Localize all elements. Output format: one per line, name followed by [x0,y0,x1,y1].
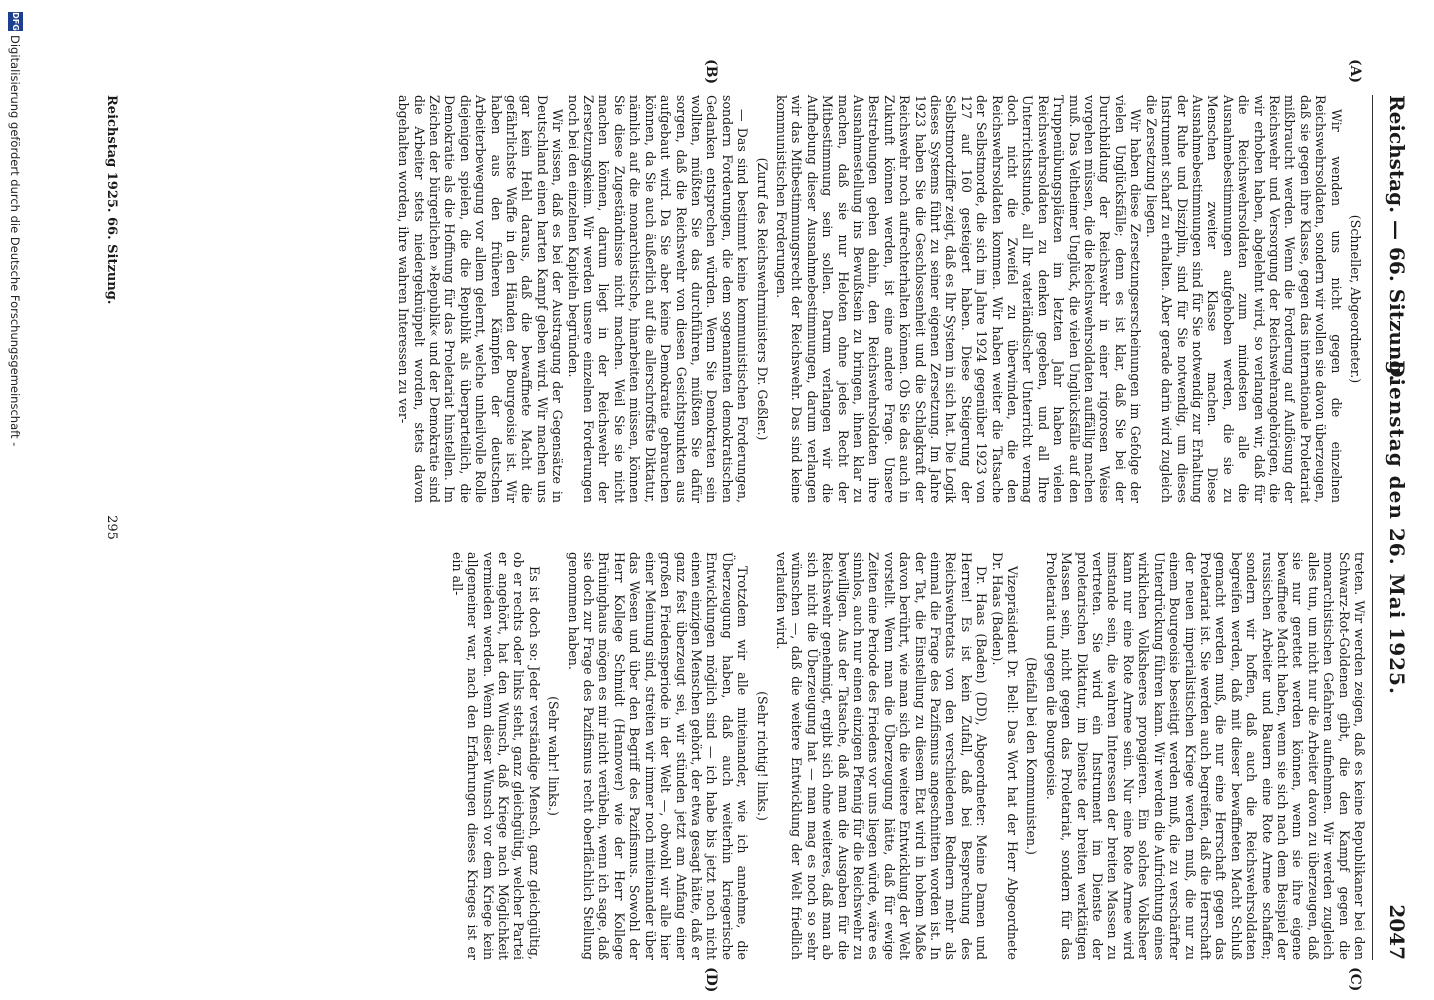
paragraph: — Das sind bestimmt keine kommunistischen Forderungen, sondern Forderungen, die dem sogenannten demokratischen Gedanken entsprechen würden. Wenn Sie Demokraten sein wollten, müßten Sie das durchführen, müßten Sie dafür sorgen, daß die Reichswehr von diesen Gesichtspunkten aus aufgebaut wird. Da Sie aber keine Demokratie gebrauchen können, da Sie auch äußerlich auf die allerschroffste Diktatur, nämlich auf die monarchistische, hinarbeiten müssen, können Sie diese Zugeständnisse nicht machen. Weil Sie sie nicht machen können, darum liegt in der Reichswehr der Zersetzungskeim. Wir werden unsere einzelnen Forderungen noch bei den einzelnen Kapiteln begründen. [565,95,751,503]
margin-marker-b: (B) [703,59,719,85]
paragraph: Wir wissen, daß es bei der Austragung der Gegensätze in Deutschland einen harten Kampf geben wird. Wir machen uns gar kein Hehl daraus, daß die bewaffnete Macht die gefährlichste Waffe in den Händen der Bourgeoisie ist. Wir haben aus den früheren Kämpfen der deutschen Arbeiterbewegung vor allem gelernt, welche unheilvolle Rolle diejenigen spielen, die die Republik als überparteilich, die Demokratie als die Hoffnung für das Proletariat hinstellen. Im Zeichen der bürgerlichen »Republik« und der Demokratie sind die Arbeiter stets niedergeknüppelt worden, stets davon abgehalten worden, ihre wahren Interessen zu ver- [396,95,566,503]
paragraph: treten. Wir werden zeigen, daß es keine Republikaner bei den Schwarz-Rot-Goldenen gibt, die den Kampf gegen die monarchistischen Gefahren aufnehmen. Wir werden zugleich alles tun, um nicht nur die Arbeiter davon zu überzeugen, daß sie nur gerettet werden können, wenn sie ihre eigene bewaffnete Macht haben, wenn sie sich nach dem Beispiel der russischen Arbeiter und Bauern eine Rote Armee schaffen; sondern wir hoffen, daß auch die Reichswehrsoldaten begreifen werden, daß mit dieser bewaffneten Macht Schluß gemacht werden muß, die nur eine Herrschaft gegen das Proletariat ist. Sie werden auch begreifen, daß die Herrschaft der neuen imperialistischen Kriege werden muß, die nur zu einem Bourgeoisie beseitigt werden muß, die zu verschärfter Unterdrückung führen kann. Wir werden die Aufrichtung eines wirklichen Volksheeres propagieren. Ein solches Volksheer kann nur eine Rote Armee sein. Nur eine Rote Armee wird imstande sein, die wahren Interessen der breiten Massen zu vertreten. Sie wird ein Instrument im Dienste der proletarischen Diktatur, im Dienste der breiten werktätigen Massen sein, nicht gegen das Proletariat, sondern für das Proletariat und gegen die Bourgeoisie. [1043,552,1367,960]
dfg-logo-icon: DFG [8,12,23,31]
interjection: (Zuruf des Reichswehrministers Dr. Geßler.) [754,157,770,441]
interjection: (Sehr wahr! links.) [546,696,562,816]
paragraph: Dr. Haas (Baden) (DD), Abgeordneter: Meine Damen und Herren! Es ist kein Zufall, daß bei Besprechung des Reichswehretats von den verschiedenen Rednern mehr als einmal die Frage des Pazifismus angeschnitten worden ist. In der Tat, die Einstellung zu diesem Etat wird in hohem Maße davon berührt, wie man sich die weitere Entwicklung der Welt vorstellt. Wenn man die Überzeugung hätte, daß für ewige Zeiten eine Periode des Friedens vor uns liegen würde, wäre es sinnlos, auch nur einen einzigen Pfennig für die Reichswehr zu bewilligen. Aus der Tatsache, daß man die Ausgaben für die Reichswehr genehmigt, ergibt sich ohne weiteres, daß man ab sich nicht die Überzeugung hat — man mag es noch so sehr wünschen —, daß die weitere Entwicklung der Welt friedlich verlaufen wird. [773,552,990,960]
footer-session: Reichstag 1925. 66. Sitzung. [104,95,119,305]
digitization-credit: Digitalisierung gefördert durch die Deutsche Forschungsgemeinschaft - [8,35,22,447]
interjection: (Beifall bei den Kommunisten.) [1024,657,1040,855]
paragraph: Wir wenden uns nicht gegen die einzelnen Reichswehrsoldaten, sondern wir wollen sie davon überzeugen, daß sie gegen ihre Klasse, gegen das internationale Proletariat mißbraucht werden. Wenn die Forderung auf Auflösung der Reichswehr und Versorgung der Reichswehrangehörigen, die wir erhoben haben, abgelehnt wird, so verlangen wir, daß für die Reichswehrsoldaten zum mindesten alle die Ausnahmebestimmungen aufgehoben werden, die sie zu Menschen zweiter Klasse machen. Diese Ausnahmebestimmungen sind für Sie notwendig zur Erhaltung der Ruhe und Disziplin, sind für Sie notwendig, um dieses Instrument scharf zu erhalten. Aber gerade darin wird zugleich die Zersetzung liegen. [1143,95,1344,503]
document-page [99,59,1419,993]
paragraph: Trotzdem wir alle miteinander, wie ich annehme, die Überzeugung haben, daß auch weiterhin kriegerische Entwicklungen möglich sind — ich habe bis jetzt noch nicht einen einzigen Menschen gehört, der etwa gesagt hätte, daß er ganz fest überzeugt sei, wir stünden jetzt am Anfang einer großen Friedensperiode in der Welt —, obwohl wir alle hier einer Meinung sind, streiten wir immer noch miteinander über das Wesen und über den Begriff des Pazifismus. Sowohl der Herr Kollege Schmidt (Hannover) wie der Herr Kollege Brüninghaus mögen es mir nicht verübeln, wenn ich sage, daß sie doch zur Frage des Pazifismus recht oberflächlich Stellung genommen haben. [565,552,751,960]
page-header [1372,95,1419,960]
header-session: Reichstag. — 66. Sitzung. [1385,95,1409,382]
margin-marker-d: (D) [703,967,719,993]
left-column [396,95,1367,503]
presidency-line: Vizepräsident Dr. Bell: Das Wort hat der Herr Abgeordnete Dr. Haas (Baden). [989,552,1021,960]
footer-page-number: 295 [104,515,119,540]
header-page-number: 2047 [1385,904,1409,960]
margin-marker-a: (A) [1347,59,1363,84]
paragraph: Wir haben diese Zersetzungserscheinungen im Gefolge der vielen Unglücksfälle; denn es ist klar, daß Sie bei der Durchbildung der Reichswehr in einer rigorosen Weise vorgehen müssen, die die Reichswehrsoldaten auffällig machen muß. Das Veltheimer Unglück, die vielen Unglücksfälle auf den Truppenübungsplätzen im letzten Jahr haben vielen Reichswehrsoldaten zu denken gegeben, und all Ihre Unterrichtsstunde, all Ihr vaterländischer Unterricht vermag doch nicht die Zweifel zu überwinden, die den Reichswehrsoldaten kommen. Wir haben weiter die Tatsache der Selbstmorde, die sich im Jahre 1924 gegenüber 1923 von 127 auf 160 gesteigert haben. Diese Steigerung der Selbstmordziffer zeigt, daß es Ihr System in sich hat. Die Logik dieses Systems führt zu seiner eigenen Zersetzung. Im Jahre 1923 haben Sie die Geschlossenheit und die Schlagkraft der Reichswehr noch aufrechterhalten können. Ob Sie das auch in Zukunft können werden, ist eine andere Frage. Unsere Bestrebungen gehen dahin, den Reichswehrsoldaten ihre Ausnahmestellung ins Bewußtsein zu bringen, ihnen klar zu machen, daß sie nur Heloten ohne jedes Recht der Mitbestimmung sein sollen. Darum verlangen wir die Aufhebung dieser Ausnahmebestimmungen, darum verlangen wir das Mitbestimmungsrecht der Reichswehr. Das sind keine kommunistischen Forderungen. [773,95,1144,503]
right-column [449,552,1367,960]
header-date: Dienstag den 26. Mai 1925. [1385,360,1409,695]
paragraph: Es ist doch so: Jeder verständige Mensch, ganz gleichgültig, ob er rechts oder links steht, ganz gleichgültig, welcher Partei er angehört, hat den Wunsch, daß Kriege nach Möglichkeit vermieden werden. Wenn dieser Wunsch vor dem Kriege kein allgemeiner war, nach den Erfahrungen dieses Krieges ist er ein all- [449,552,542,960]
margin-marker-c: (C) [1347,967,1363,992]
speaker-line: (Schneller, Abgeordneter.) [1348,214,1363,384]
interjection: (Sehr richtig! links.) [754,691,770,821]
